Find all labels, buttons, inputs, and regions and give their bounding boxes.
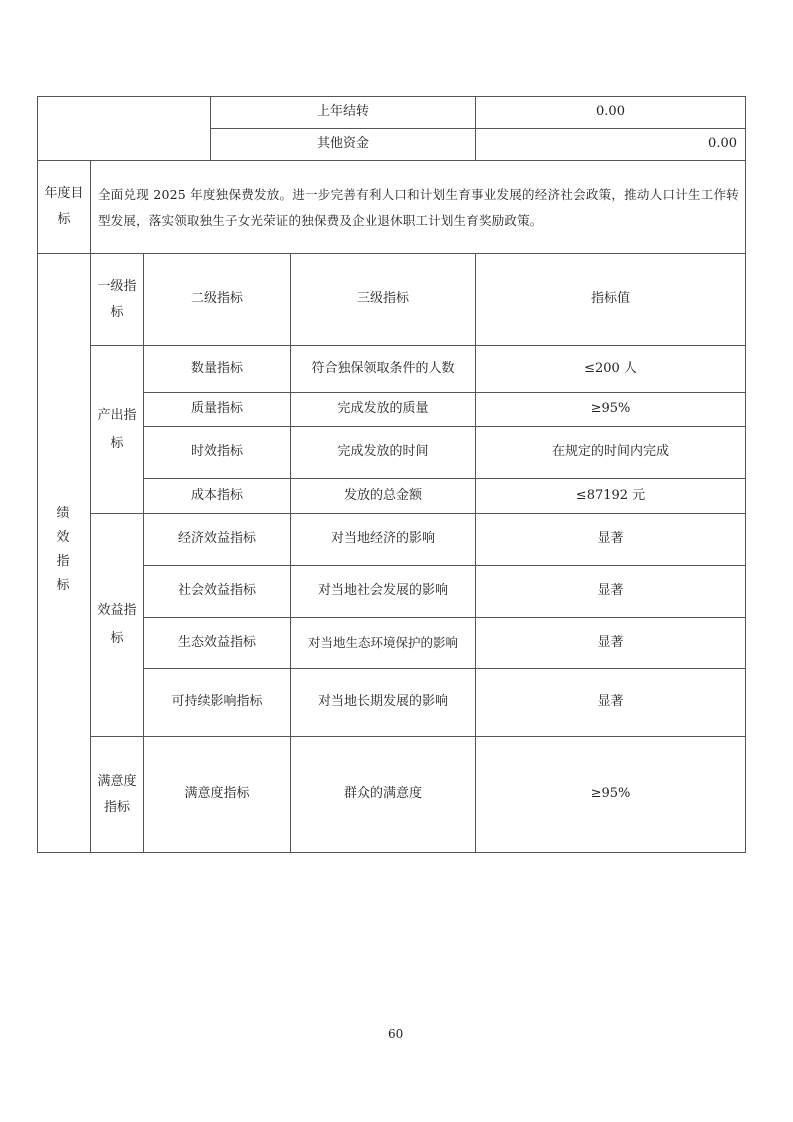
group-label-satisfaction: 满意度指标 xyxy=(97,773,137,815)
funding-label: 上年结转 xyxy=(316,104,369,120)
annual-goal-label: 年度目标 xyxy=(44,186,84,227)
value-cell: ≤87192 元 xyxy=(575,487,646,503)
group-label-benefit: 效益指标 xyxy=(97,603,137,646)
funding-label: 其他资金 xyxy=(316,136,369,152)
funding-value: 0.00 xyxy=(596,104,625,120)
page-number: 60 xyxy=(388,1027,404,1041)
level3-cell: 群众的满意度 xyxy=(343,786,422,802)
value-cell: 显著 xyxy=(597,694,624,710)
header-level3: 三级指标 xyxy=(356,291,409,307)
level3-cell: 对当地社会发展的影响 xyxy=(317,583,448,599)
table-border-left xyxy=(37,96,38,853)
group-label-output: 产出指标 xyxy=(97,407,137,451)
value-cell: 显著 xyxy=(597,531,624,547)
level2-cell: 生态效益指标 xyxy=(177,634,256,650)
level2-cell: 成本指标 xyxy=(190,487,243,503)
level2-cell: 可持续影响指标 xyxy=(171,694,263,710)
value-cell: ≥95% xyxy=(590,786,631,802)
performance-label: 绩效指标 xyxy=(56,506,70,593)
col-divider xyxy=(90,160,91,852)
level3-cell: 对当地生态环境保护的影响 xyxy=(307,635,458,651)
table-border-right xyxy=(745,96,746,853)
row-divider xyxy=(37,160,746,161)
level2-cell: 质量指标 xyxy=(190,401,243,417)
value-cell: 显著 xyxy=(597,634,624,650)
level3-cell: 发放的总金额 xyxy=(343,487,422,503)
level3-cell: 符合独保领取条件的人数 xyxy=(311,360,455,376)
level2-cell: 经济效益指标 xyxy=(177,531,256,547)
level2-cell: 满意度指标 xyxy=(184,786,250,802)
value-cell: 显著 xyxy=(597,583,624,599)
header-value: 指标值 xyxy=(590,291,630,307)
table-border-bottom xyxy=(37,852,746,853)
level2-cell: 数量指标 xyxy=(190,360,243,376)
header-level2: 二级指标 xyxy=(190,291,243,307)
annual-goal-text: 全面兑现 2025 年度独保费发放。进一步完善有利人口和计划生育事业发展的经济社会政策，推动人口计生工作转型发展，落实领取独生子女光荣证的独保费及企业退休职工计划生育奖励政策。 xyxy=(98,187,739,228)
level2-cell: 时效指标 xyxy=(190,444,243,460)
level3-cell: 对当地经济的影响 xyxy=(330,531,435,547)
level3-cell: 完成发放的时间 xyxy=(337,444,429,460)
value-cell: ≥95% xyxy=(590,401,631,417)
funding-value: 0.00 xyxy=(708,136,737,152)
value-cell: 在规定的时间内完成 xyxy=(551,444,669,460)
level2-cell: 社会效益指标 xyxy=(177,583,256,599)
level3-cell: 对当地长期发展的影响 xyxy=(317,694,448,710)
level3-cell: 完成发放的质量 xyxy=(337,401,429,417)
header-level1: 一级指标 xyxy=(97,278,137,320)
value-cell: ≤200 人 xyxy=(584,360,637,376)
